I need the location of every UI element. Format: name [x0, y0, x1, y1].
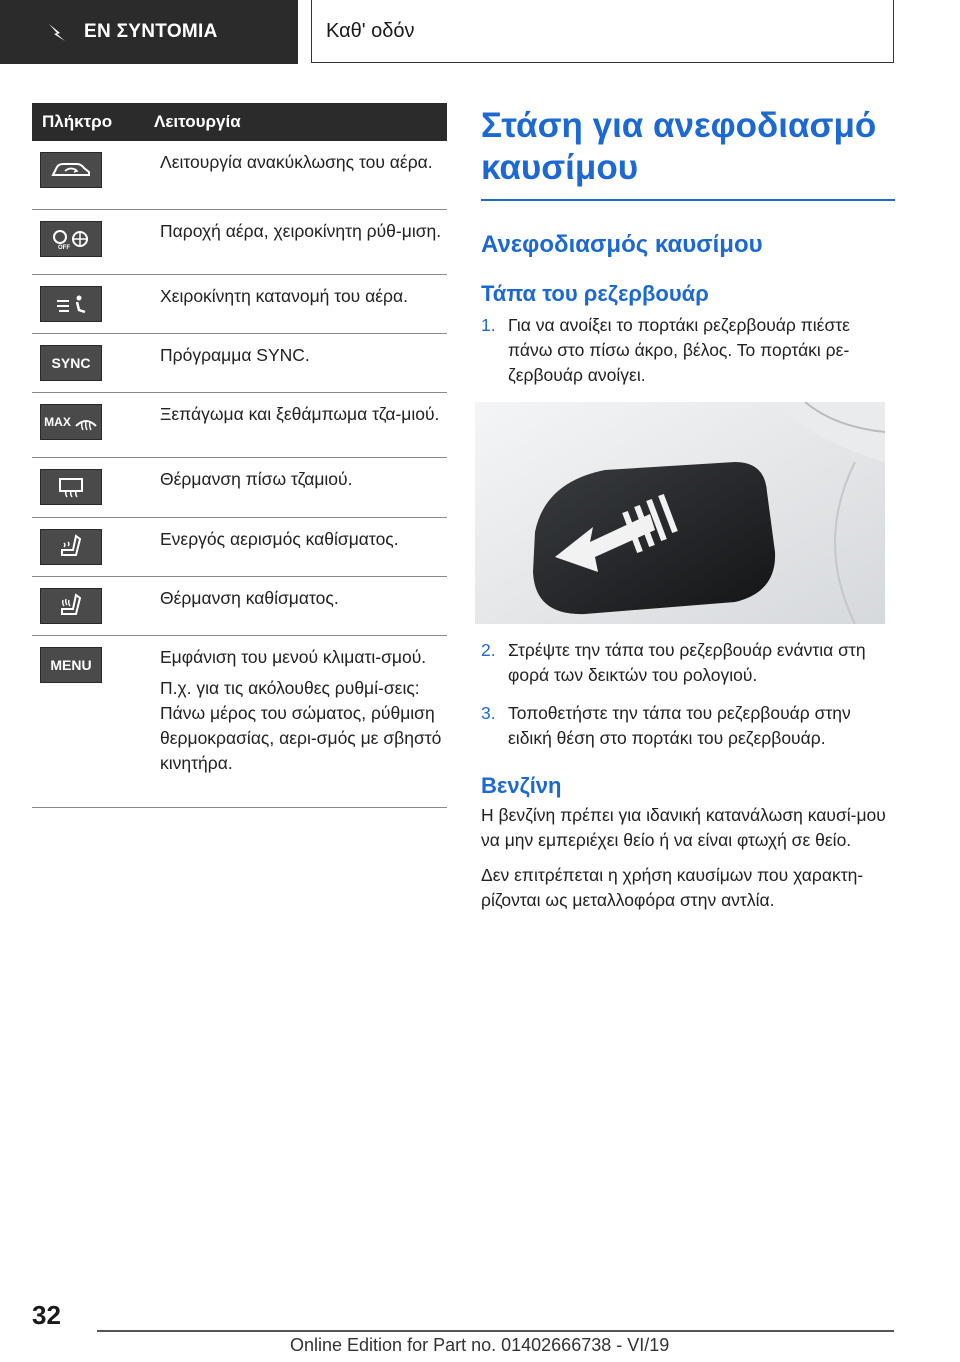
footer-edition: Online Edition for Part no. 01402666738 - VI/19 — [290, 1335, 670, 1355]
footer-rule — [97, 1330, 894, 1332]
col-header-function: Λειτουργία — [154, 112, 241, 131]
row-text-example: Π.χ. για τις ακόλουθες ρυθμί-σεις: Πάνω μέρος του σώματος, ρύθμιση θερμοκρασίας, αερι-σμός με σβηστό κινητήρα. — [160, 678, 442, 773]
header-section: Καθ' οδόν — [311, 0, 894, 63]
step-item — [481, 313, 895, 388]
section-title: Στάση για ανεφοδιασμό καυσίμου — [481, 106, 877, 187]
row-text: Χειροκίνητη κατανομή του αέρα. — [160, 286, 408, 306]
step-item — [481, 701, 895, 751]
petrol-heading: Βενζίνη — [481, 772, 562, 798]
table-row — [32, 393, 447, 458]
table-row — [32, 275, 447, 334]
air-distribution-icon — [40, 286, 102, 322]
fan-icon — [40, 221, 102, 257]
controls-table — [32, 103, 447, 808]
row-text: Θέρμανση καθίσματος. — [160, 588, 339, 608]
seat-heating-icon — [40, 588, 102, 624]
table-row — [32, 577, 447, 636]
row-text: Ενεργός αερισμός καθίσματος. — [160, 529, 399, 549]
table-row — [32, 458, 447, 518]
header-tab-label: ΕΝ ΣΥΝΤΟΜΙΑ — [84, 21, 218, 42]
table-row — [32, 334, 447, 393]
row-text: Εμφάνιση του μενού κλιματι-σμού. — [160, 647, 427, 667]
menu-icon: MENU — [40, 647, 102, 683]
row-text: Πρόγραμμα SYNC. — [160, 345, 310, 365]
quick-reference-icon — [46, 21, 68, 43]
row-text: Παροχή αέρα, χειροκίνητη ρύθ-μιση. — [160, 221, 442, 241]
table-row — [32, 210, 447, 275]
table-header — [32, 103, 447, 141]
step-text: Για να ανοίξει το πορτάκι ρεζερβουάρ πιέστε πάνω στο πίσω άκρο, βέλος. Το πορτάκι ρε-ζερβουάρ ανοίγει. — [508, 314, 850, 385]
row-text: Θέρμανση πίσω τζαμιού. — [160, 469, 353, 489]
col-header-key: Πλήκτρο — [42, 112, 113, 131]
recirculation-icon — [40, 152, 102, 188]
step-text: Τοποθετήστε την τάπα του ρεζερβουάρ στην ειδική θέση στο πορτάκι του ρεζερβουάρ. — [508, 702, 851, 748]
step-number: 2. — [481, 639, 496, 660]
step-number: 1. — [481, 314, 496, 335]
fuel-flap-photo — [475, 402, 885, 624]
petrol-paragraph-2: Δεν επιτρέπεται η χρήση καυσίμων που χαρακτη-ρίζονται ως μεταλλοφόρα στην αντλία. — [481, 864, 864, 910]
table-row — [32, 518, 447, 577]
step-item — [481, 638, 895, 688]
rear-window-heating-icon — [40, 469, 102, 505]
subsection-title: Ανεφοδιασμός καυσίμου — [481, 230, 763, 258]
seat-ventilation-icon — [40, 529, 102, 565]
max-defrost-icon — [40, 404, 102, 440]
sync-icon: SYNC — [40, 345, 102, 381]
svg-text:OFF: OFF — [58, 245, 70, 251]
row-text: Λειτουργία ανακύκλωσης του αέρα. — [160, 152, 433, 172]
row-text: Ξεπάγωμα και ξεθάμπωμα τζα-μιού. — [160, 404, 440, 424]
petrol-paragraph: Η βενζίνη πρέπει για ιδανική κατανάλωση καυσί-μου να μην εμπεριέχει θείο ή να είναι φτωχή σε θείο. — [481, 804, 886, 850]
step-number: 3. — [481, 702, 496, 723]
fuel-section — [481, 103, 895, 913]
max-label: MAX — [44, 415, 71, 429]
fuel-cap-heading: Τάπα του ρεζερβουάρ — [481, 280, 709, 306]
table-row — [32, 141, 447, 210]
header-tab[interactable] — [0, 0, 298, 64]
step-text: Στρέψτε την τάπα του ρεζερβουάρ ενάντια στη φορά των δεικτών του ρολογιού. — [508, 639, 866, 685]
page-number: 32 — [32, 1300, 61, 1330]
title-rule — [481, 199, 895, 201]
table-row — [32, 636, 447, 808]
